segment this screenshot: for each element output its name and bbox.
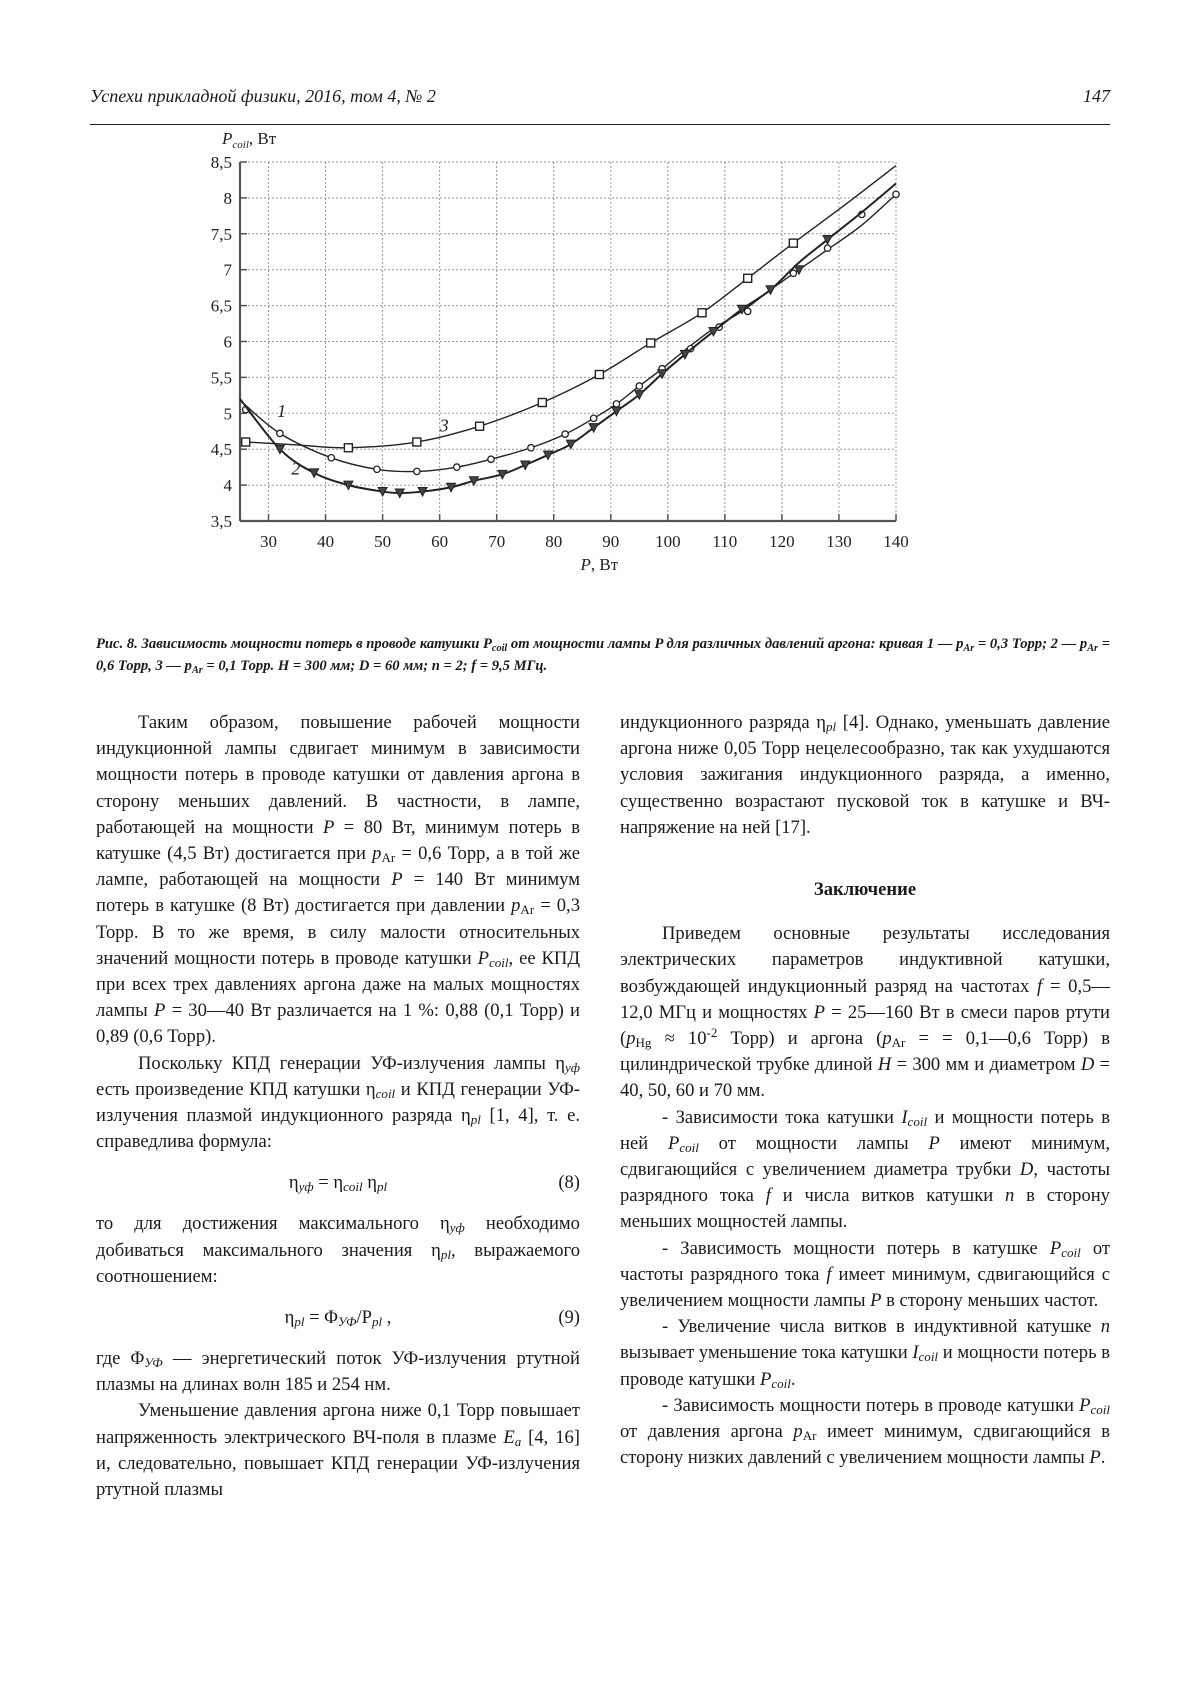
data-point-circle: [528, 445, 534, 451]
journal-title: Успехи прикладной физики, 2016, том 4, № 2: [90, 86, 436, 106]
data-point-circle: [277, 430, 283, 436]
data-point-circle: [414, 468, 420, 474]
page-number: 147: [1083, 86, 1110, 106]
data-point-circle: [824, 245, 830, 251]
x-tick-label: 130: [826, 532, 852, 551]
series-line-2: [240, 184, 896, 493]
right-column: [620, 710, 1110, 1471]
y-axis-label: $P_{coil}$, Вт: [222, 130, 277, 151]
conclusion-item: - Зависимость мощности потерь в проводе катушки $P_{coil}$ от давления аргона $p_{Ar}$ имеет минимум, сдвигающийся в сторону низких давлений с увеличением мощности лампы P.: [620, 1394, 1110, 1469]
data-point-circle: [590, 415, 596, 421]
conclusion-item: - Зависимость мощности потерь в катушке $P_{coil}$ от частоты разрядного тока f имеет минимум, сдвигающийся с увеличением мощности лампы P в сторону меньших частот.: [620, 1237, 1111, 1312]
x-tick-label: 110: [712, 532, 738, 551]
data-point-triangle: [521, 461, 530, 470]
y-tick-label: 6,5: [210, 296, 232, 316]
curve-label-3: 3: [439, 415, 449, 436]
data-point-square: [698, 309, 706, 317]
data-point-circle: [744, 308, 750, 314]
data-point-square: [647, 339, 655, 347]
data-point-square: [413, 438, 421, 446]
data-point-circle: [374, 466, 380, 472]
x-tick-label: 140: [883, 532, 909, 551]
data-point-circle: [893, 191, 899, 197]
data-point-circle: [454, 464, 460, 470]
y-tick-label: 5,5: [210, 368, 232, 388]
x-tick-label: 50: [374, 532, 392, 551]
curve-label-1: 1: [277, 400, 287, 421]
data-point-square: [595, 371, 603, 379]
data-point-square: [789, 239, 797, 247]
header-rule: [90, 124, 1110, 125]
data-point-circle: [613, 401, 619, 407]
paragraph: Таким образом, повышение рабочей мощности индукционной лампы сдвигает минимум в зависимости мощности потерь в проводе катушки от давления аргона в сторону меньших давлений. В частности, в лампе, работающей на мощности P = 80 Вт, минимум потерь в катушке (4,5 Вт) достигается при $p_{Ar} = 0,6$ Торр, а в той же лампе, работающей на мощности P = 140 Вт минимум потерь в катушке (8 Вт) достигается при давлении $p_{Ar} = 0,3$ Торр. В то же время, в силу малости относительных значений мощности потерь в проводе катушки $P_{coil}$, ее КПД при всех трех давлениях аргона даже на малых мощностях лампы P = 30—40 Вт различается на 1 %: 0,88 (0,1 Торр) и 0,89 (0,6 Торр).: [96, 712, 581, 1048]
paragraph: Приведем основные результаты исследования электрических параметров индуктивной катушки, возбуждающей индукционный разряд на частотах f = 0,5—12,0 МГц и мощностях P = 25—160 Вт в смеси паров ртути ($p_{Hg} \approx 10^{-2}$ Торр) и аргона ($p_{Ar}$ = = 0,1—0,6 Торр) в цилиндрической трубке длиной H = 300 мм и диаметром D = 40, 50, 60 и 70 мм.: [620, 923, 1111, 1102]
series-3: [242, 166, 896, 452]
conclusion-item: - Зависимости тока катушки $I_{coil}$ и мощности потерь в ней $P_{coil}$ от мощности лампы P имеют минимум, сдвигающийся с увеличением диаметра трубки D, частоты разрядного тока f и числа витков катушки n в сторону меньших мощностей лампы.: [620, 1106, 1111, 1233]
series-2: [240, 184, 896, 498]
y-tick-label: 8,5: [210, 153, 232, 172]
x-tick-label: 30: [260, 532, 278, 551]
x-tick-label: 100: [655, 532, 681, 551]
y-tick-label: 4,5: [210, 440, 232, 460]
running-header: [90, 86, 1110, 116]
figure-8-chart: [0, 130, 1200, 630]
y-tick-label: 4: [223, 476, 232, 496]
paragraph: где $\Phi_{УФ}$ — энергетический поток УФ-излучения ртутной плазмы на длинах волн 185 и 254 нм.: [96, 1348, 580, 1396]
y-tick-label: 5: [223, 404, 232, 424]
y-tick-label: 6: [223, 332, 232, 352]
series-line-1: [240, 194, 896, 471]
paragraph: Уменьшение давления аргона ниже 0,1 Торр повышает напряженность электрического ВЧ-поля в плазме $E_a$ [4, 16] и, следовательно, повышает КПД генерации УФ-излучения ртутной плазмы: [96, 1400, 580, 1501]
data-point-triangle: [566, 440, 575, 449]
x-tick-label: 80: [545, 532, 563, 551]
data-point-square: [476, 422, 484, 430]
data-point-square: [344, 444, 352, 452]
series-line-3: [246, 166, 896, 448]
x-tick-label: 70: [488, 532, 506, 551]
section-heading: Заключение: [813, 879, 917, 901]
data-point-square: [538, 399, 546, 407]
tick-labels: [211, 153, 909, 551]
data-point-circle: [488, 456, 494, 462]
data-point-triangle: [310, 469, 319, 478]
y-tick-label: 7,5: [210, 224, 232, 244]
data-point-square: [242, 438, 250, 446]
formula-9: $\eta_{pl} = \Phi_{УФ}/P_{pl}$ , (9): [96, 1290, 580, 1346]
x-tick-label: 120: [769, 532, 795, 551]
curve-label-2: 2: [291, 458, 301, 479]
data-point-circle: [636, 383, 642, 389]
equation-number: (9): [558, 1307, 580, 1329]
equation-number: (8): [558, 1172, 580, 1194]
x-tick-label: 40: [317, 532, 335, 551]
y-tick-label: 7: [223, 260, 232, 280]
figure-caption: Рис. 8. Зависимость мощности потерь в проводе катушки $P_{coil}$ от мощности лампы P для различных давлений аргона: кривая 1 — $p_{Ar} = 0,3$ Торр; 2 — $p_{Ar} = 0,6$ Торр, 3 — $p_{Ar} = 0,1$ Торр. H = 300 мм; D = 60 мм; n = 2; f = 9,5 МГц.: [96, 636, 1111, 676]
paragraph: индукционного разряда $\eta_{pl}$ [4]. Однако, уменьшать давление аргона ниже 0,05 Торр нецелесообразно, так как ухудшаются условия зажигания индукционного разряда, а именно, существенно возрастают пусковой ток в катушке и ВЧ-напряжение на ней [17].: [620, 712, 1110, 838]
left-column: [96, 710, 580, 1503]
grid: [240, 162, 896, 521]
x-tick-label: 90: [602, 532, 620, 551]
data-point-triangle: [544, 451, 553, 460]
y-tick-label: 3,5: [210, 512, 232, 531]
conclusion-item: - Увеличение числа витков в индуктивной катушке n вызывает уменьшение тока катушки $I_{coil}$ и мощности потерь в проводе катушки $P_{coil}$.: [620, 1316, 1111, 1391]
x-axis-label: P, Вт: [580, 555, 619, 574]
paragraph: то для достижения максимального $\eta_{уф}$ необходимо добиваться максимального значения $\eta_{pl}$, выражаемого соотношением:: [96, 1213, 580, 1287]
data-point-circle: [328, 455, 334, 461]
data-point-square: [744, 274, 752, 282]
series-group: [240, 166, 899, 498]
data-point-circle: [562, 431, 568, 437]
formula-8: $\eta_{уф} = \eta_{coil}$ $\eta_{pl}$ (8): [96, 1155, 580, 1211]
x-tick-label: 60: [431, 532, 449, 551]
paragraph: Поскольку КПД генерации УФ-излучения лампы $\eta_{уф}$ есть произведение КПД катушки $\eta_{coil}$ и КПД генерации УФ-излучения плазмой индукционного разряда $\eta_{pl}$ [1, 4], т. е. справедлива формула:: [96, 1052, 581, 1153]
y-tick-label: 8: [223, 188, 232, 208]
